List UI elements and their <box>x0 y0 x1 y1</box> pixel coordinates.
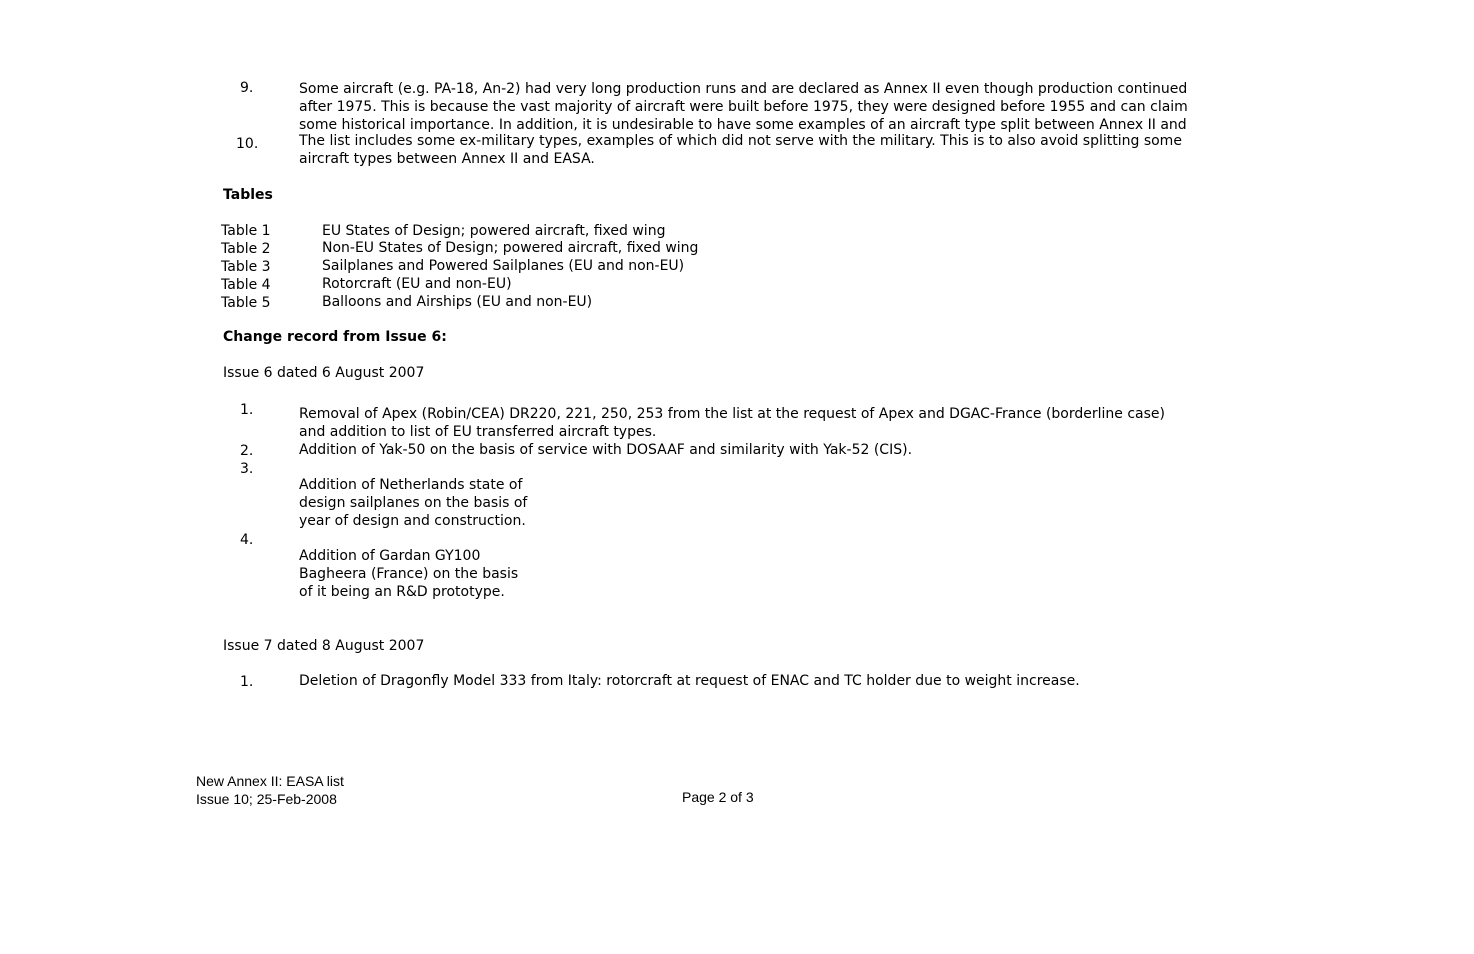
table-label-5: Table 5 <box>221 295 271 311</box>
issue-7-item-1-line-1: Deletion of Dragonfly Model 333 from Italy: rotorcraft at request of ENAC and TC holder due to weight increase. <box>299 673 1080 689</box>
table-label-4: Table 4 <box>221 277 271 293</box>
table-desc-3: Sailplanes and Powered Sailplanes (EU and non-EU) <box>322 258 685 274</box>
note-10-line-1: The list includes some ex-military types, examples of which did not serve with the military. This is to also avoid splitting some <box>299 133 1182 149</box>
tables-heading: Tables <box>223 187 273 203</box>
issue-6-item-4-line-2: Bagheera (France) on the basis <box>299 566 519 582</box>
note-10-line-2: aircraft types between Annex II and EASA. <box>299 151 595 167</box>
issue-6-item-4-line-3: of it being an R&D prototype. <box>299 584 505 600</box>
change-record-heading: Change record from Issue 6: <box>223 329 447 345</box>
issue-6-item-number-4: 4. <box>240 532 254 548</box>
table-desc-1: EU States of Design; powered aircraft, fixed wing <box>322 223 666 239</box>
issue-7-title: Issue 7 dated 8 August 2007 <box>223 638 425 654</box>
note-number-9: 9. <box>240 80 254 96</box>
table-label-3: Table 3 <box>221 259 271 275</box>
issue-7-item-number-1: 1. <box>240 674 254 690</box>
table-desc-4: Rotorcraft (EU and non-EU) <box>322 276 512 292</box>
issue-6-item-4-line-1: Addition of Gardan GY100 <box>299 548 481 564</box>
issue-6-title: Issue 6 dated 6 August 2007 <box>223 365 425 381</box>
issue-6-item-2-line-1: Addition of Yak-50 on the basis of service with DOSAAF and similarity with Yak-52 (CIS). <box>299 442 913 458</box>
footer-doc-title: New Annex II: EASA list <box>196 773 344 789</box>
table-label-1: Table 1 <box>221 223 271 239</box>
footer-page-number: Page 2 of 3 <box>682 789 754 805</box>
issue-6-item-1-line-1: Removal of Apex (Robin/CEA) DR220, 221, 250, 253 from the list at the request of Apex and DGAC-France (borderline case) <box>299 406 1165 422</box>
issue-6-item-number-3: 3. <box>240 461 254 477</box>
table-label-2: Table 2 <box>221 241 271 257</box>
footer-issue: Issue 10; 25-Feb-2008 <box>196 791 337 807</box>
table-desc-2: Non-EU States of Design; powered aircraft, fixed wing <box>322 240 699 256</box>
issue-6-item-number-2: 2. <box>240 443 254 459</box>
note-number-10: 10. <box>236 136 259 152</box>
issue-6-item-3-line-3: year of design and construction. <box>299 513 526 529</box>
note-9-line-2: after 1975. This is because the vast majority of aircraft were built before 1975, they were designed before 1955 and can claim <box>299 99 1188 115</box>
table-desc-5: Balloons and Airships (EU and non-EU) <box>322 294 593 310</box>
issue-6-item-3-line-1: Addition of Netherlands state of <box>299 477 523 493</box>
note-9-line-1: Some aircraft (e.g. PA-18, An-2) had very long production runs and are declared as Annex II even though production continued <box>299 81 1188 97</box>
issue-6-item-number-1: 1. <box>240 402 254 418</box>
note-9-line-3: some historical importance. In addition, it is undesirable to have some examples of an aircraft type split between Annex II and <box>299 117 1187 133</box>
issue-6-item-1-line-2: and addition to list of EU transferred aircraft types. <box>299 424 657 440</box>
issue-6-item-3-line-2: design sailplanes on the basis of <box>299 495 528 511</box>
